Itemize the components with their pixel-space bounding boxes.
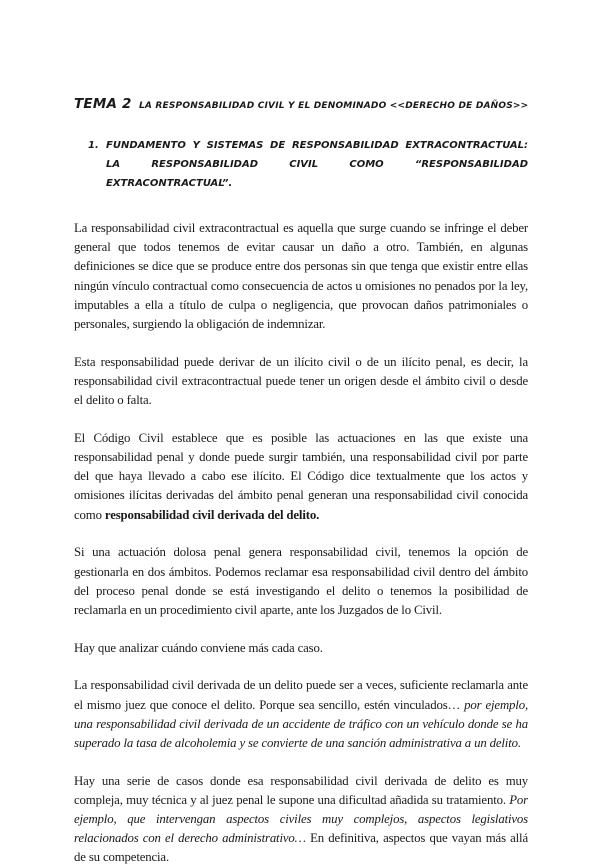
- paragraph-5: Hay que analizar cuándo conviene más cada caso.: [74, 640, 323, 655]
- paragraph-6-italic: por ejemplo, una responsabilidad civil derivada de un accidente de tráfico con un vehículo donde se ha superado la tasa de alcoholemia y se convierte de una sanción administrativa a un delito.: [74, 697, 528, 750]
- paragraph-7-end: En definitiva, aspectos que vayan más allá de su competencia.: [74, 831, 528, 865]
- title-main: TEMA 2: [74, 96, 132, 112]
- section-number: 1.: [88, 140, 99, 151]
- paragraph-7: [74, 772, 528, 868]
- paragraph-3: [74, 429, 528, 525]
- paragraph-6-text: La responsabilidad civil derivada de un delito puede ser a veces, suficiente reclamarla ante el mismo juez que conoce el delito. Porque sea sencillo, estén vinculados…: [74, 678, 528, 712]
- paragraph-4: Si una actuación dolosa penal genera responsabilidad civil, tenemos la opción de gestionarla en dos ámbitos. Podemos reclamar esa responsabilidad civil dentro del ámbito del proceso penal donde se está investigando el delito o tenemos la posibilidad de reclamarla en un procedimiento civil aparte, ante los Juzgados de lo Civil.: [74, 545, 528, 617]
- page-title: [74, 96, 528, 112]
- paragraph-3-bold: responsabilidad civil derivada del delito.: [104, 507, 320, 522]
- paragraph-7-text: Hay una serie de casos donde esa responsabilidad civil derivada de delito es muy compleja, muy técnica y al juez penal le supone una dificultad añadida su tratamiento.: [74, 773, 528, 807]
- section-heading-text: FUNDAMENTO Y SISTEMAS DE RESPONSABILIDAD EXTRACONTRACTUAL: LA RESPONSABILIDAD CIVIL COMO “RESPONSABILIDAD EXTRACONTRACTUAL”.: [106, 140, 528, 189]
- paragraph-3-text: El Código Civil establece que es posible las actuaciones en las que existe una responsabilidad penal y donde puede surgir también, una responsabilidad civil por parte del que haya llevado a cabo ese ilícito. El Código dice textualmente que los actos y omisiones ilícitas derivadas del ámbito penal generan una responsabilidad civil conocida como: [74, 430, 528, 522]
- paragraph-6: [74, 676, 528, 753]
- paragraph-1: La responsabilidad civil extracontractual es aquella que surge cuando se infringe el deber general que todos tenemos de evitar causar un daño a otro. También, en algunas definiciones se dice que se produce entre dos personas sin que tenga que existir entre ellas ningún vínculo contractual como consecuencia de actos u omisiones no penados por la ley, imputables a ella a título de culpa o negligencia, que provocan daños patrimoniales o personales, surgiendo la obligación de indemnizar.: [74, 221, 528, 332]
- section-heading: [88, 136, 528, 193]
- paragraph-2: Esta responsabilidad puede derivar de un ilícito civil o de un ilícito penal, es decir, la responsabilidad civil extracontractual puede tener un origen desde el ámbito civil o desde el delito o falta.: [74, 354, 528, 408]
- paragraph-7-italic: Por ejemplo, que intervengan aspectos civiles muy complejos, aspectos legislativos relacionados con el derecho administrativo…: [74, 792, 528, 846]
- title-subtitle: LA RESPONSABILIDAD CIVIL Y EL DENOMINADO <<DERECHO DE DAÑOS>>: [138, 101, 529, 111]
